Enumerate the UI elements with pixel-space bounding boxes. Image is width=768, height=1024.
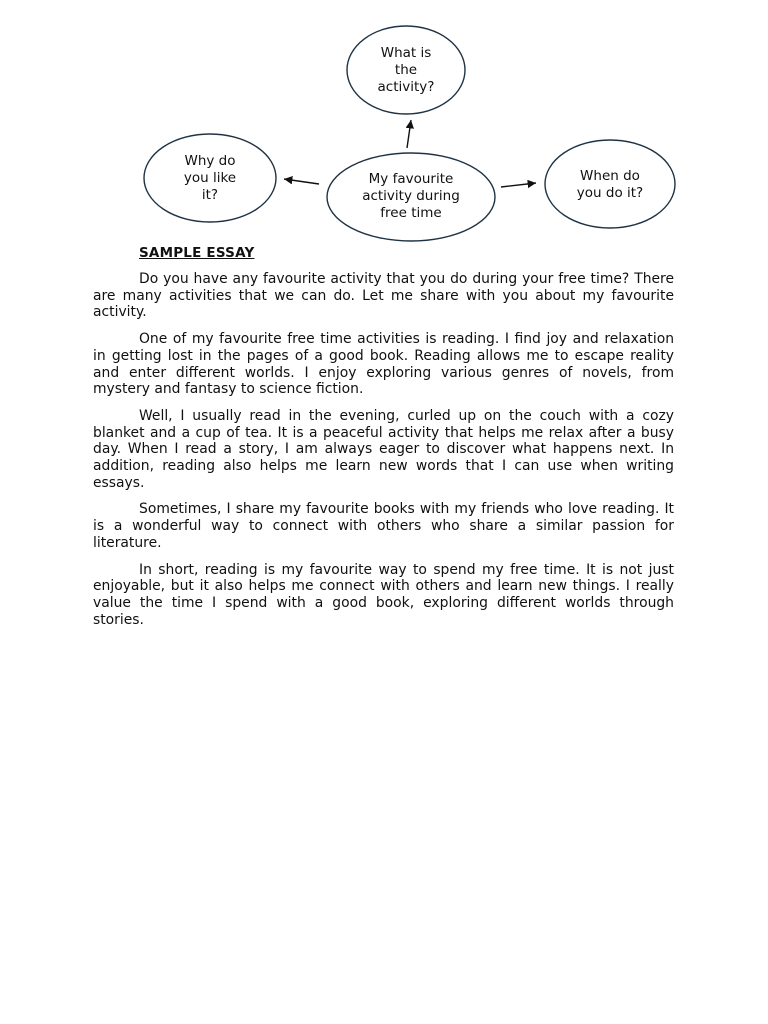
arrow-to-right <box>501 183 536 187</box>
essay-body <box>93 271 674 638</box>
mind-map-diagram <box>0 0 768 245</box>
right-bubble-text: When do you do it? <box>576 168 644 201</box>
essay-paragraph-3: Well, I usually read in the evening, curled up on the couch with a cozy blanket and a cup of tea. It is a peaceful activity that helps me relax after a busy day. When I read a story, I am always eager to discover what happens next. In addition, reading also helps me learn new words that I can use when writing essays. <box>93 407 674 491</box>
left-bubble-text: Why do you like it? <box>183 153 237 203</box>
essay-paragraph-4: Sometimes, I share my favourite books with my friends who love reading. It is a wonderful way to connect with others who share a similar passion for literature. <box>93 501 674 551</box>
essay-paragraph-1: Do you have any favourite activity that you do during your free time? There are many activities that we can do. Let me share with you about my favourite activity. <box>93 271 674 321</box>
top-bubble-text: What is the activity? <box>377 45 435 95</box>
essay-title: SAMPLE ESSAY <box>139 245 255 261</box>
essay-paragraph-5: In short, reading is my favourite way to spend my free time. It is not just enjoyable, but it also helps me connect with others and learn new things. I really value the time I spend with a good book, exploring different worlds through stories. <box>93 561 674 628</box>
center-bubble-text: My favourite activity during free time <box>362 171 460 221</box>
arrow-to-left <box>284 179 319 184</box>
arrow-to-top <box>407 120 411 148</box>
essay-paragraph-2: One of my favourite free time activities is reading. I find joy and relaxation in getting lost in the pages of a good book. Reading allows me to escape reality and enter different worlds. I enjoy exploring various genres of novels, from mystery and fantasy to science fiction. <box>93 331 674 398</box>
